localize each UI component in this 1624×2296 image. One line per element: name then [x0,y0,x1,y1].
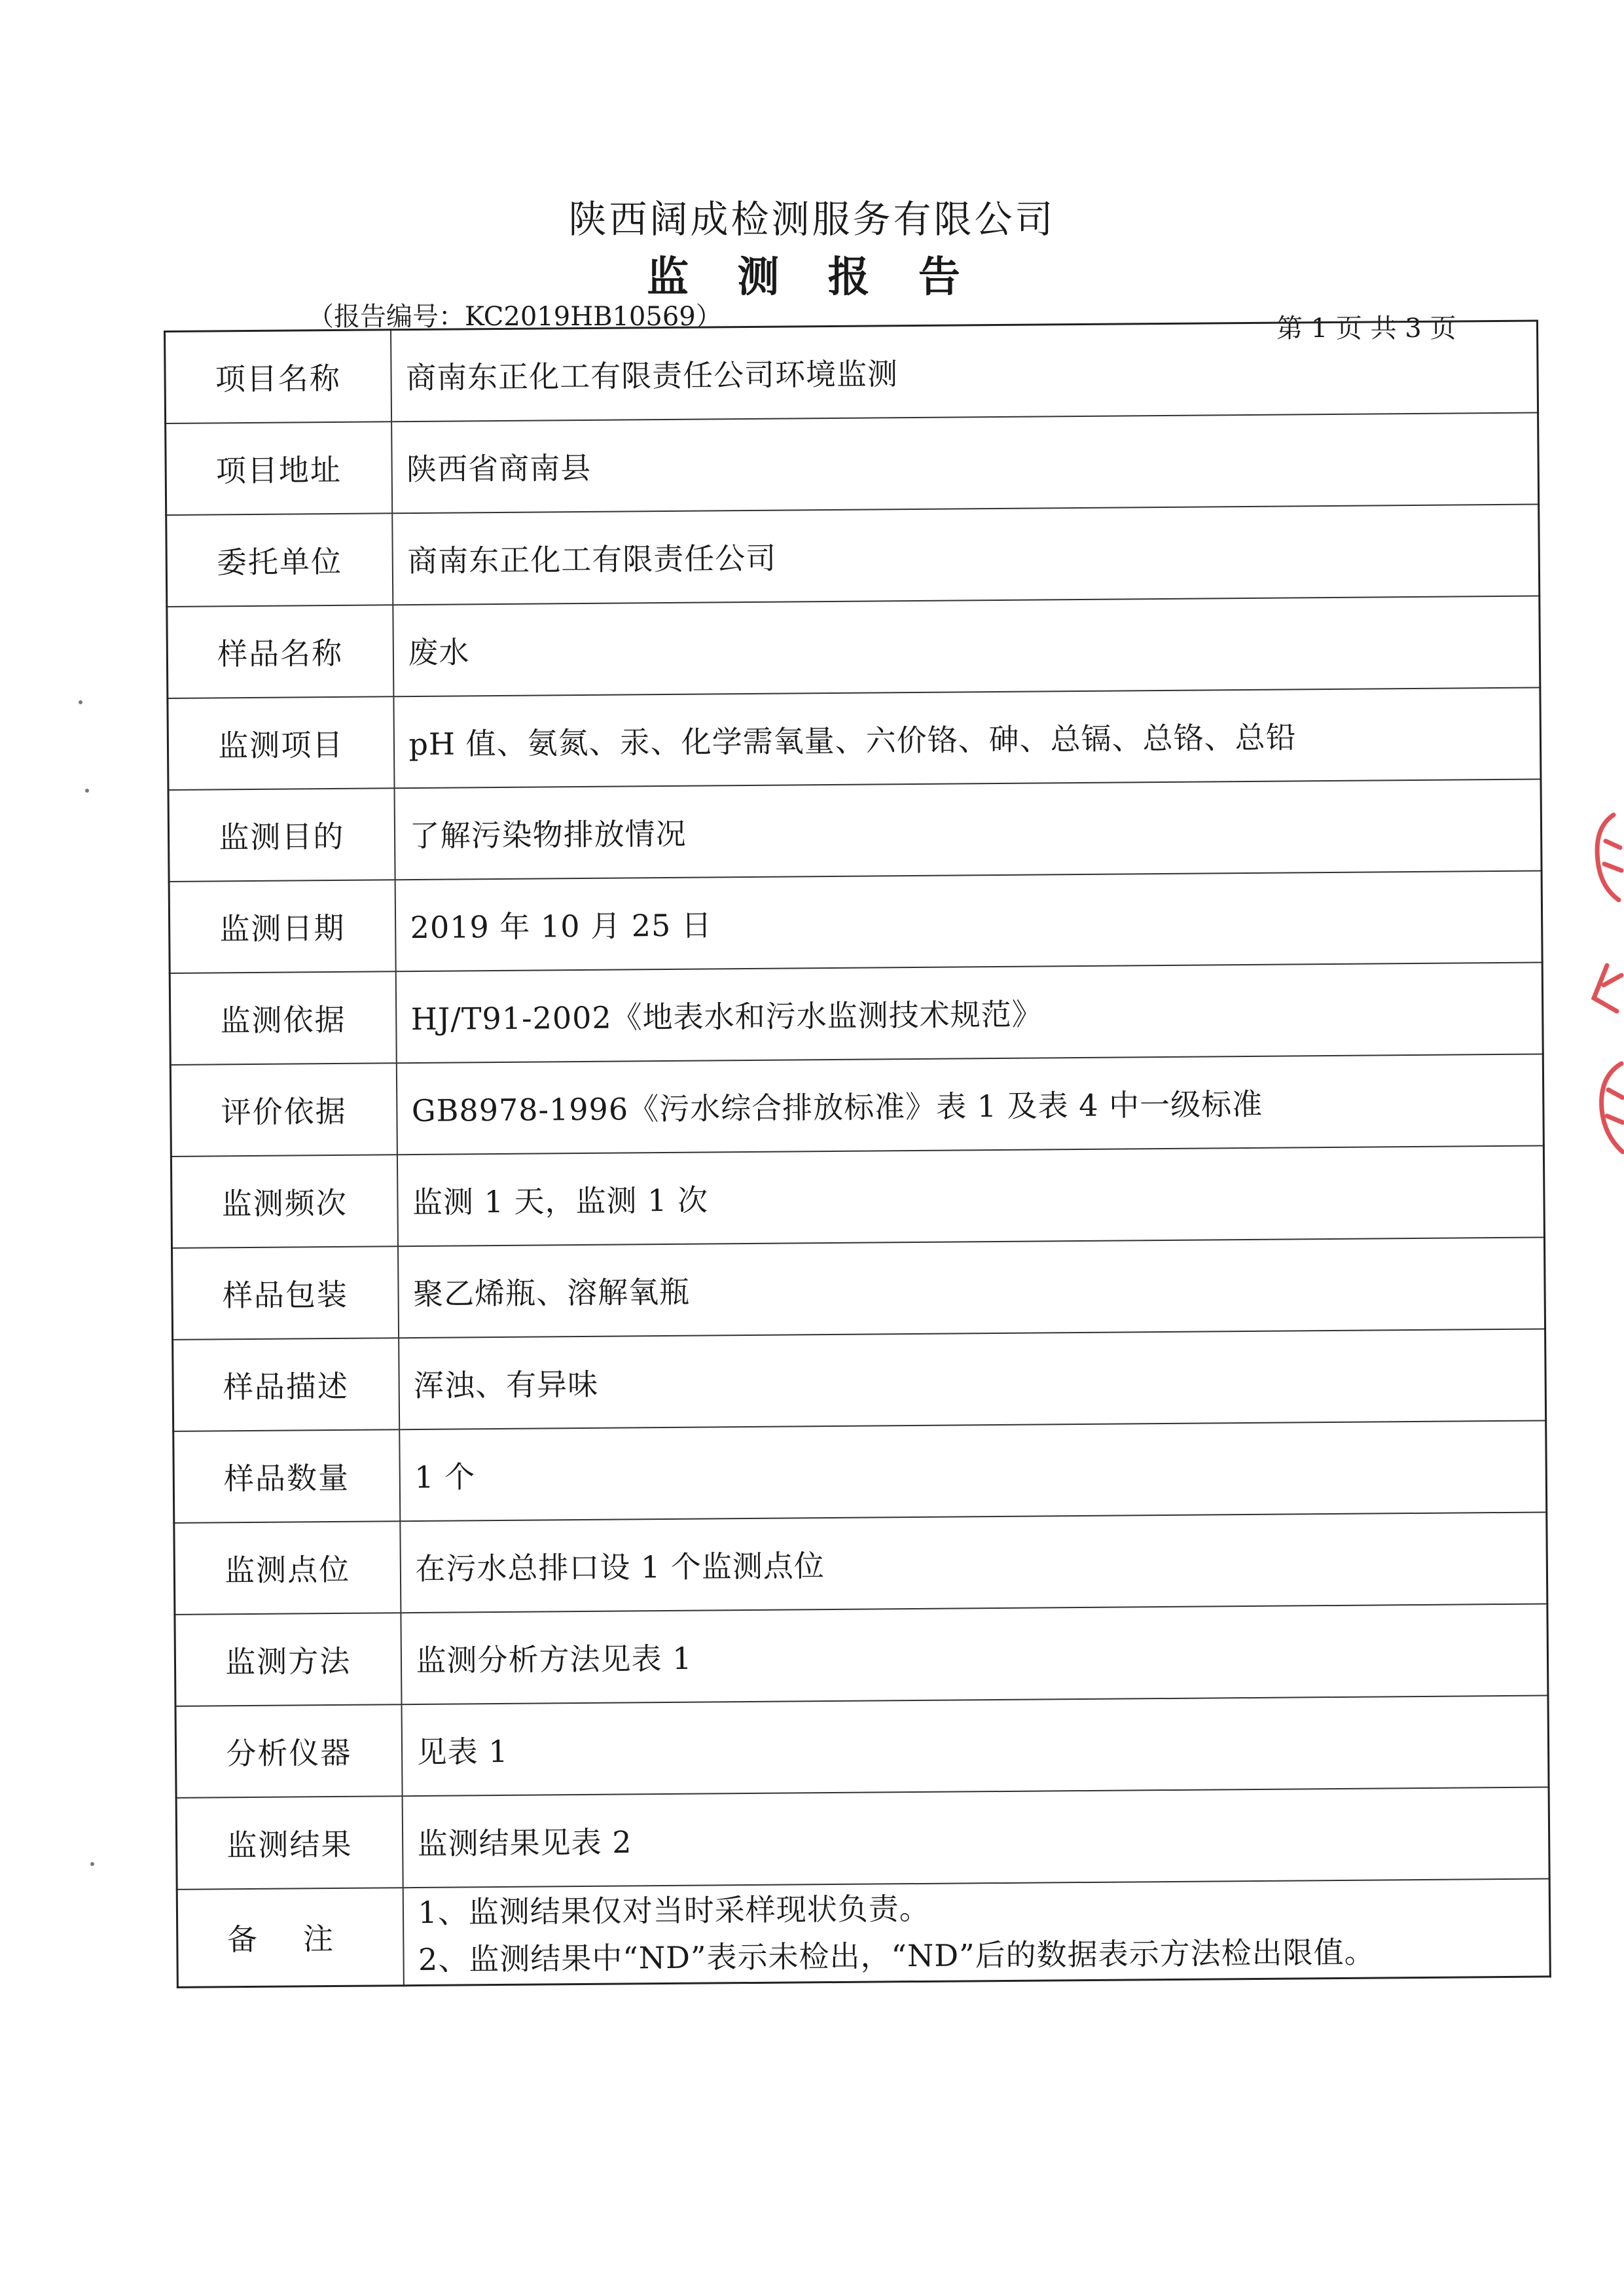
row-value: 商南东正化工有限责任公司 [392,504,1540,605]
table-row [171,1145,1544,1247]
row-label: 样品包装 [172,1246,399,1340]
row-value: 陕西省商南县 [391,412,1539,513]
company-name: 陕西阔成检测服务有限公司 [568,197,1056,242]
row-value: 见表 1 [401,1695,1549,1796]
remarks-label: 备注 [177,1888,403,1988]
row-label: 项目地址 [166,422,392,515]
seal-stamp-fragment [1568,802,1624,1168]
row-label: 项目名称 [165,330,391,423]
row-value: 2019 年 10 月 25 日 [395,870,1542,971]
table-row [169,870,1542,973]
row-label: 监测频次 [171,1155,397,1248]
row-value: 监测结果见表 2 [402,1787,1549,1888]
row-label: 监测依据 [170,971,396,1065]
scan-speck [85,789,89,793]
remark-line: 1、监测结果仅对当时采样现状负责。 [418,1891,930,1931]
report-number: （报告编号：KC2019HB10569） [308,302,722,332]
table-row [167,596,1540,698]
table-row [166,504,1540,606]
scan-speck [90,1862,94,1866]
table-row [170,1054,1543,1156]
row-label: 委托单位 [166,513,393,607]
row-value: 废水 [393,596,1540,696]
row-label: 监测日期 [169,880,395,973]
table-row [166,412,1539,514]
table-row [168,779,1542,881]
row-label: 评价依据 [170,1063,397,1157]
row-label: 样品名称 [167,605,393,698]
row-value: HJ/T91-2002《地表水和污水监测技术规范》 [395,962,1543,1063]
row-value: 监测分析方法见表 1 [401,1604,1548,1704]
table-row [173,1420,1547,1522]
row-label: 监测点位 [174,1521,401,1615]
row-label: 监测项目 [168,696,394,790]
row-value: 了解污染物排放情况 [394,779,1542,880]
table-row [172,1237,1545,1339]
scan-speck [79,700,82,704]
table-row [170,962,1543,1064]
row-value: 在污水总排口设 1 个监测点位 [400,1512,1547,1613]
row-value: 监测 1 天，监测 1 次 [397,1145,1544,1246]
row-label: 样品描述 [173,1338,399,1431]
table-row [168,687,1541,789]
row-value: 1 个 [399,1420,1547,1521]
report-info-table [164,320,1551,1988]
row-label: 监测目的 [168,788,395,882]
table-row [165,321,1538,423]
row-label: 监测方法 [175,1613,401,1706]
row-value: 聚乙烯瓶、溶解氧瓶 [397,1237,1545,1338]
remarks-row [177,1878,1550,1987]
row-value: 商南东正化工有限责任公司环境监测 [391,321,1538,422]
table-row [173,1329,1546,1431]
table-row [176,1787,1549,1889]
remarks-content [403,1878,1550,1986]
row-label: 监测结果 [176,1796,403,1890]
remark-line: 2、监测结果中“ND”表示未检出，“ND”后的数据表示方法检出限值。 [418,1934,1375,1978]
row-value: pH 值、氨氮、汞、化学需氧量、六价铬、砷、总镉、总铬、总铅 [393,687,1541,788]
row-label: 分析仪器 [175,1704,402,1798]
table-row [175,1604,1548,1706]
page-indicator: 第 1 页 共 3 页 [1276,314,1456,344]
document-title: 监 测 报 告 [647,253,977,302]
row-value: GB8978-1996《污水综合排放标准》表 1 及表 4 中一级标准 [396,1054,1543,1155]
table-row [175,1695,1549,1797]
row-label: 样品数量 [173,1429,400,1523]
table-row [174,1512,1547,1614]
row-value: 浑浊、有异味 [399,1329,1546,1429]
